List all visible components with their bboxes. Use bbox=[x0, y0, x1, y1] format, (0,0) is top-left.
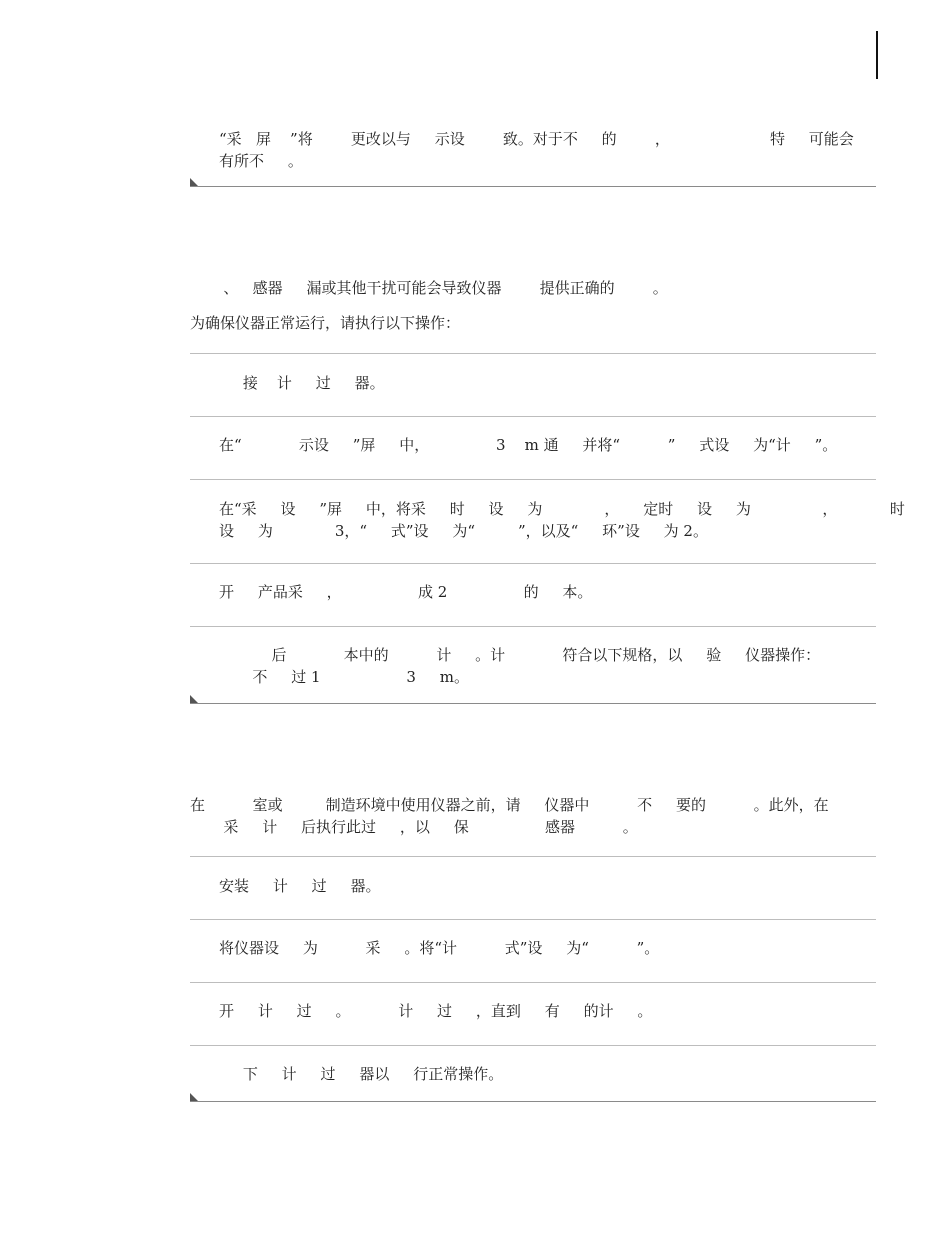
procedure-intro: 为确保仪器正常运行，请执行以下操作： bbox=[190, 314, 461, 332]
page-edge-marker bbox=[876, 31, 878, 79]
filter-intro-line-2: 采 计 后执行此过 ，以 保 感器 。 bbox=[190, 818, 638, 836]
filter-step-4: 下 计 过 器以 行正常操作。 bbox=[219, 1065, 504, 1083]
step-1: 接 计 过 器。 bbox=[219, 374, 385, 392]
step-row-divider bbox=[190, 1045, 876, 1046]
note-line-1: “采 屏 ”将 更改以与 示设 致。对于不 的 ， 特 可能会 bbox=[219, 130, 854, 148]
step-4: 开 产品采 ， 成 2 的 本。 bbox=[219, 583, 593, 601]
step-row-divider bbox=[190, 479, 876, 480]
step-row-divider bbox=[190, 982, 876, 983]
section-end-marker bbox=[190, 1093, 198, 1101]
step-3-line-2: 设 为 3，“ 式”设 为“ ”，以及“ 环”设 为 2。 bbox=[219, 522, 708, 540]
section-divider bbox=[190, 703, 876, 704]
note-line-2: 有所不 。 bbox=[219, 152, 303, 170]
step-5-line-2: 不 过 1 3 m。 bbox=[219, 668, 469, 686]
filter-step-2: 将仪器设 为 采 。将“计 式”设 为“ ”。 bbox=[219, 939, 660, 957]
step-row-divider bbox=[190, 919, 876, 920]
section-divider bbox=[190, 1101, 876, 1102]
step-2: 在“ 示设 ”屏 中， 3 m 通 并将“ ” 式设 为“计 ”。 bbox=[219, 436, 838, 454]
step-row-divider bbox=[190, 416, 876, 417]
filter-step-3: 开 计 过 。 计 过 ，直到 有 的计 。 bbox=[219, 1002, 653, 1020]
step-5-line-1: 后 本中的 计 。计 符合以下规格，以 验 仪器操作： bbox=[219, 646, 821, 664]
step-row-divider bbox=[190, 563, 876, 564]
section-end-marker bbox=[190, 178, 198, 186]
step-row-divider bbox=[190, 626, 876, 627]
step-3-line-1: 在“采 设 ”屏 中，将采 时 设 为 ， 定时 设 为 ， 时 bbox=[219, 500, 905, 518]
step-row-divider bbox=[190, 353, 876, 354]
filter-intro-line-1: 在 室或 制造环境中使用仪器之前，请 仪器中 不 要的 。此外，在 bbox=[190, 796, 829, 814]
section-end-marker bbox=[190, 695, 198, 703]
section-divider bbox=[190, 186, 876, 187]
filter-step-1: 安装 计 过 器。 bbox=[219, 877, 381, 895]
step-row-divider bbox=[190, 856, 876, 857]
cause-paragraph: 、 感器 漏或其他干扰可能会导致仪器 提供正确的 。 bbox=[190, 279, 668, 297]
